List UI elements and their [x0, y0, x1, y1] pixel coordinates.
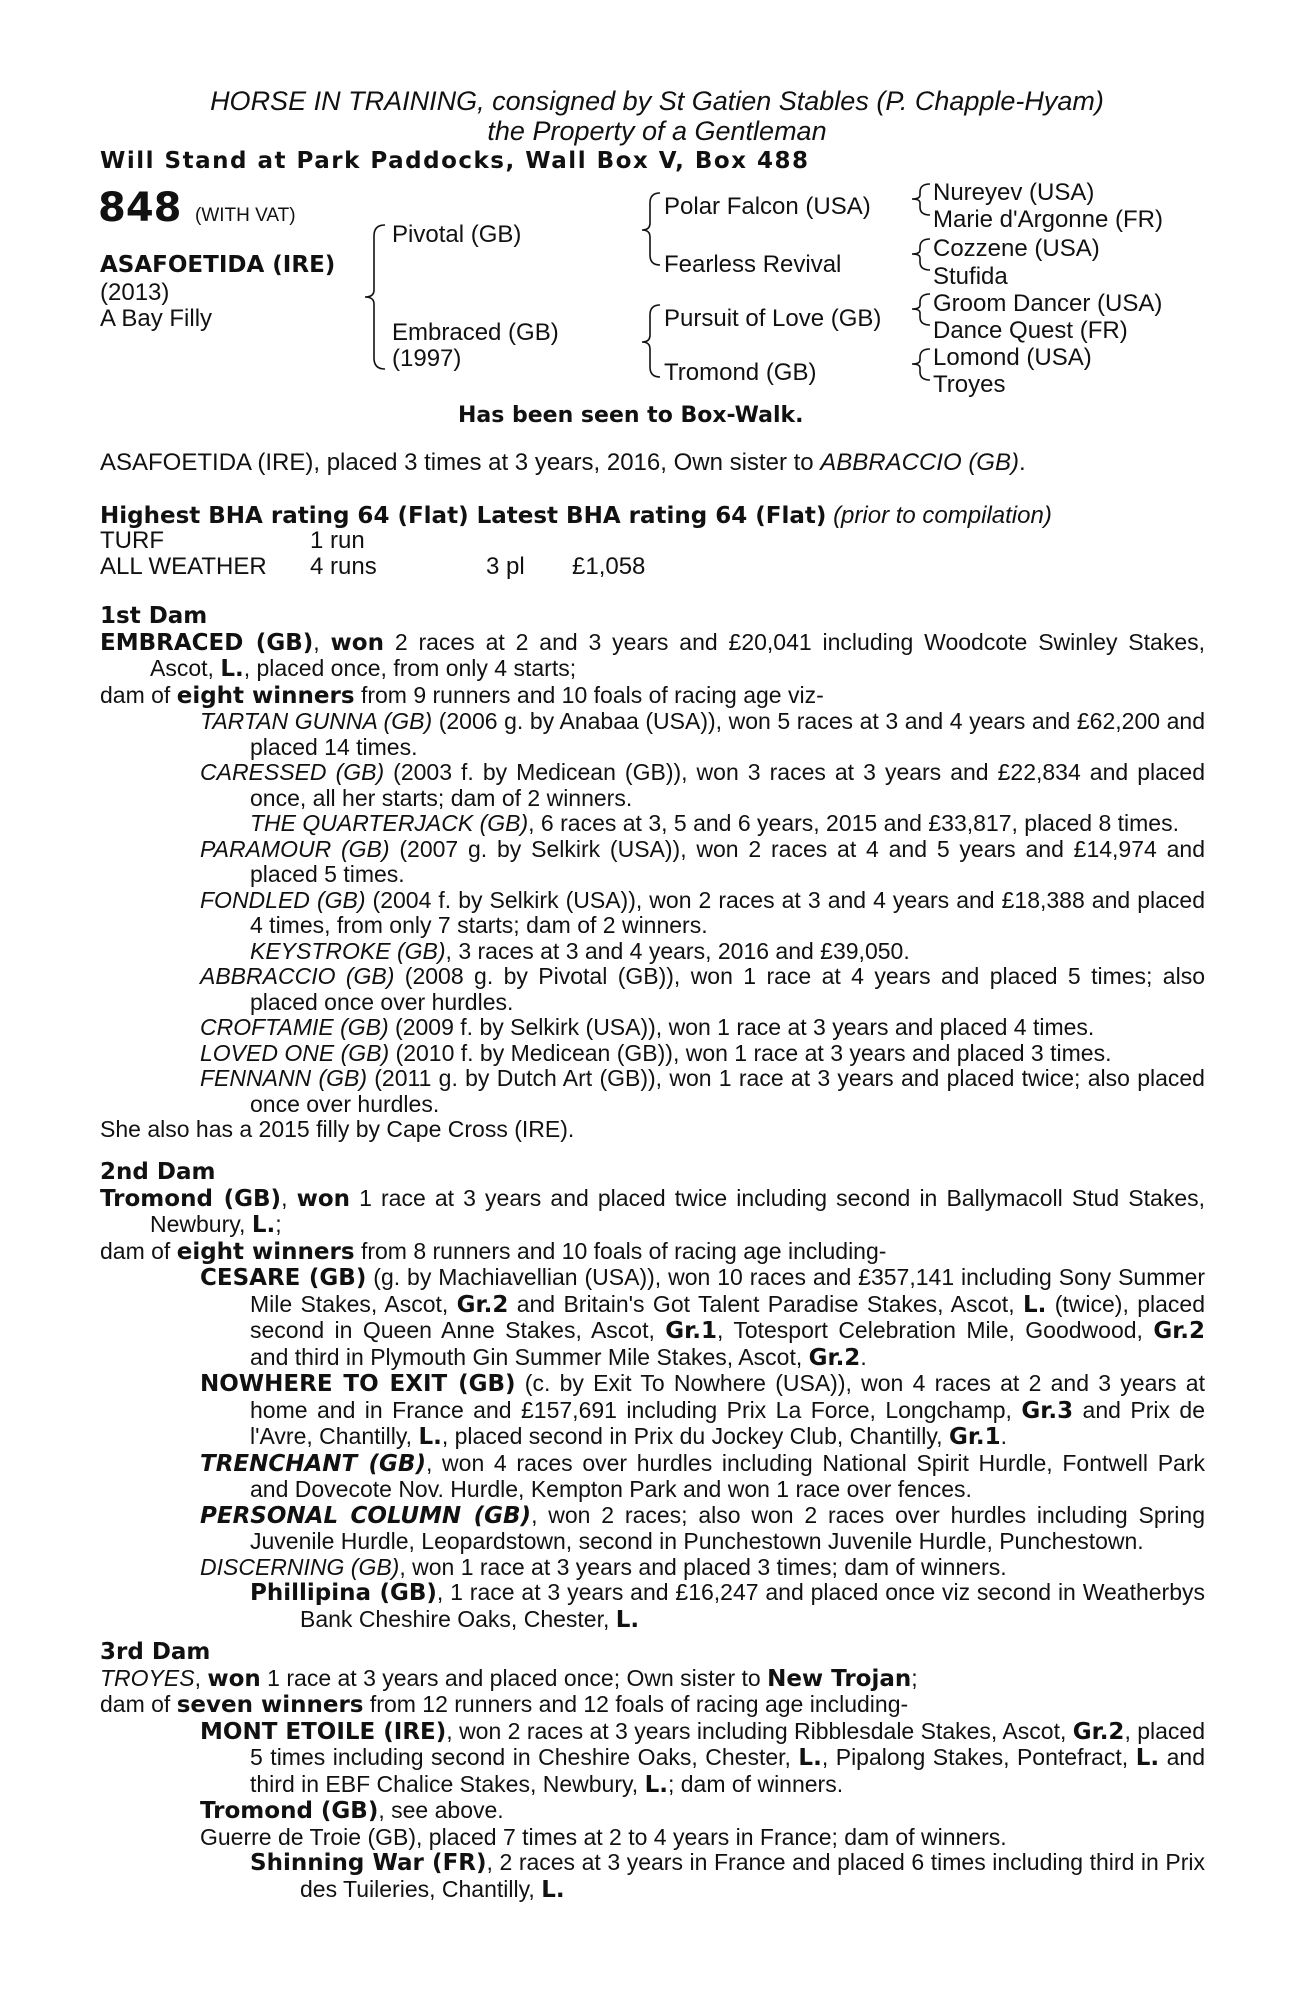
rating-note: (prior to compilation) — [833, 502, 1052, 529]
progeny-name: CARESSED (GB) — [200, 759, 385, 785]
progeny-item — [100, 1555, 1205, 1581]
progeny-text: (g. by Machiavellian (USA)), won 10 races and £357,141 including Sony Summer Mile Stakes, Ascot, — [250, 1264, 1205, 1317]
aw-label: ALL WEATHER — [100, 553, 267, 580]
progeny-text: . — [1000, 1423, 1008, 1449]
pedigree-g6: Dance Quest (FR) — [933, 317, 1128, 344]
dam-dam: Tromond (GB) — [664, 359, 817, 386]
first-dam-winners: eight winners — [176, 682, 355, 709]
first-dam-record: EMBRACED (GB), won 2 races at 2 and 3 years and £20,041 including Woodcote Swinley Stakes, Ascot, L., placed once, from only 4 starts; — [100, 628, 1206, 682]
first-dam-footer: She also has a 2015 filly by Cape Cross (IRE). — [100, 1116, 575, 1142]
aw-placed: 3 pl — [486, 553, 525, 580]
progeny-text: , Pipalong Stakes, Pontefract, — [821, 1744, 1136, 1770]
second-dam-text2: ; — [275, 1211, 282, 1237]
summary-line — [100, 450, 1026, 476]
progeny-text: , won 4 races over hurdles including National Spirit Hurdle, Fontwell Park and Dovecote Nov. Hurdle, Kempton Park and won 1 race over fences. — [250, 1449, 1205, 1502]
progeny-text: , won 2 races at 3 years including Ribblesdale Stakes, Ascot, — [446, 1717, 1073, 1744]
progeny-text: , won 1 race at 3 years and placed 3 times; dam of winners. — [399, 1553, 1007, 1580]
progeny-text: , placed second in Prix du Jockey Club, Chantilly, — [441, 1423, 949, 1449]
third-dam-section — [100, 1640, 1205, 1903]
race-grade: Gr.2 — [1072, 1718, 1125, 1745]
second-dam-section — [100, 1160, 1205, 1633]
race-grade: Gr.1 — [665, 1318, 717, 1344]
rating-bold: Highest BHA rating 64 (Flat) Latest BHA rating 64 (Flat) — [100, 503, 827, 529]
progeny-text: (2011 g. by Dutch Art (GB)), won 1 race at 3 years and placed twice; also placed once over hurdles. — [250, 1065, 1205, 1117]
progeny-text: (2008 g. by Pivotal (GB)), won 1 race at 4 years and placed 5 times; also placed once over hurdles. — [250, 963, 1205, 1015]
third-dam-won: won — [207, 1665, 261, 1692]
progeny-name: TARTAN GUNNA (GB) — [200, 708, 433, 734]
aw-runs: 4 runs — [310, 553, 377, 580]
pedigree-g7: Lomond (USA) — [933, 344, 1092, 371]
progeny-text: (2003 f. by Medicean (GB)), won 3 races at 3 years and £22,834 and placed once, all her starts; dam of 2 winners. — [250, 759, 1205, 811]
horse-year: (2013) — [100, 279, 170, 306]
progeny-text: and third in EBF Chalice Stakes, Newbury, — [250, 1744, 1205, 1797]
first-dam-dam-of-rest: from 9 runners and 10 foals of racing age viz- — [354, 681, 824, 708]
first-dam-text1: 2 races at 2 and 3 years and £20,041 including Woodcote Swinley Stakes, Ascot, — [150, 628, 1206, 681]
third-dam-name: TROYES — [100, 1664, 195, 1691]
progeny-item — [100, 888, 1205, 939]
progeny-name: THE QUARTERJACK (GB) — [250, 810, 529, 836]
progeny-name: LOVED ONE (GB) — [200, 1039, 390, 1066]
progeny-item — [100, 811, 1205, 837]
turf-label: TURF — [100, 527, 164, 554]
progeny-text: , see above. — [378, 1797, 504, 1823]
second-dam-heading: 2nd Dam — [100, 1159, 216, 1185]
progeny-item — [100, 964, 1205, 1015]
dam: Embraced (GB) — [392, 319, 559, 346]
first-dam-section — [100, 604, 1205, 1143]
lot-number: 848 — [98, 185, 182, 231]
progeny-text: , 3 races at 3 and 4 years, 2016 and £39,050. — [445, 937, 910, 964]
progeny-name: MONT ETOILE (IRE) — [200, 1718, 447, 1745]
rating-line — [100, 502, 1052, 530]
progeny-name: KEYSTROKE (GB) — [250, 937, 446, 964]
progeny-name: TRENCHANT (GB) — [200, 1450, 426, 1477]
progeny-item — [100, 837, 1205, 888]
progeny-text: , 6 races at 3, 5 and 6 years, 2015 and £33,817, placed 8 times. — [528, 810, 1179, 836]
first-dam-heading: 1st Dam — [100, 603, 208, 629]
second-dam-listed: L. — [251, 1212, 276, 1238]
progeny-name: CESARE (GB) — [200, 1265, 367, 1291]
progeny-item — [100, 1015, 1205, 1041]
first-dam-text2: , placed once, from only 4 starts; — [243, 655, 577, 681]
summary-end: . — [1018, 449, 1026, 476]
progeny-name: FENNANN (GB) — [200, 1065, 367, 1091]
progeny-text: (2007 g. by Selkirk (USA)), won 2 races at 4 and 5 years and £14,974 and placed 5 times. — [250, 835, 1205, 887]
pedigree-g8: Troyes — [933, 371, 1006, 398]
race-grade: L. — [1135, 1745, 1160, 1771]
second-dam-record: Tromond (GB), won 1 race at 3 years and placed twice including second in Ballymacoll Stud Stakes, Newbury, L.; — [100, 1184, 1205, 1238]
progeny-text: and Britain's Got Talent Paradise Stakes, Ascot, — [508, 1290, 1023, 1317]
progeny-item: Guerre de Troie (GB), placed 7 times at 2 to 4 years in France; dam of winners. — [200, 1823, 1007, 1850]
race-grade: L. — [418, 1424, 442, 1450]
progeny-item — [100, 1066, 1205, 1117]
race-grade: L. — [541, 1876, 565, 1903]
progeny-text: , 2 races at 3 years in France and placed 6 times including third in Prix des Tuileries, Chantilly, — [300, 1849, 1205, 1902]
first-dam-name: EMBRACED (GB) — [100, 629, 314, 656]
second-dam-name: Tromond (GB) — [100, 1185, 282, 1212]
race-grade: L. — [798, 1745, 822, 1771]
pedigree-g3: Cozzene (USA) — [933, 235, 1100, 262]
second-dam-dam-of: dam of — [100, 1237, 177, 1264]
progeny-text: , won 2 races; also won 2 races over hurdles including Spring Juvenile Hurdle, Leopardstown, second in Punchestown Juvenile Hurdle, Punchestown. — [250, 1501, 1205, 1554]
second-dam-produce — [100, 1239, 1205, 1266]
progeny-item — [100, 1371, 1205, 1451]
horse-name: ASAFOETIDA (IRE) — [100, 252, 336, 278]
race-grade: L. — [644, 1771, 668, 1798]
race-grade: L. — [615, 1606, 640, 1633]
progeny-text: , placed 5 times including second in Cheshire Oaks, Chester, — [250, 1717, 1205, 1770]
progeny-text: ; dam of winners. — [667, 1770, 844, 1797]
progeny-name: Phillipina (GB) — [250, 1580, 437, 1606]
first-dam-listed: L. — [220, 656, 244, 682]
aw-prize: £1,058 — [572, 553, 646, 580]
summary-text: , placed 3 times at 3 years, 2016, Own sister to — [313, 449, 821, 476]
third-dam-heading: 3rd Dam — [100, 1639, 211, 1665]
pedigree-g2: Marie d'Argonne (FR) — [933, 206, 1163, 233]
consignor-line: HORSE IN TRAINING, consigned by St Gatien Stables (P. Chapple-Hyam) — [210, 86, 1104, 116]
progeny-name: Shinning War (FR) — [250, 1850, 487, 1876]
progeny-name: DISCERNING (GB) — [200, 1553, 400, 1580]
progeny-item — [100, 1719, 1205, 1799]
progeny-item — [100, 1850, 1205, 1903]
first-dam-dam-of: dam of — [100, 681, 177, 708]
second-dam-dam-of-rest: from 8 runners and 10 foals of racing age including- — [354, 1237, 887, 1264]
second-dam-winners: eight winners — [176, 1238, 355, 1265]
progeny-item — [100, 1503, 1205, 1555]
third-dam-sister: New Trojan — [767, 1665, 912, 1692]
race-grade: L. — [1022, 1291, 1047, 1318]
progeny-text: , Totesport Celebration Mile, Goodwood, — [716, 1317, 1154, 1343]
progeny-item — [100, 760, 1205, 811]
progeny-name: PARAMOUR (GB) — [200, 835, 390, 862]
box-walk-note: Has been seen to Box-Walk. — [458, 403, 804, 428]
progeny-name: PERSONAL COLUMN (GB) — [200, 1502, 532, 1529]
race-grade: Gr.2 — [1153, 1318, 1205, 1344]
sire: Pivotal (GB) — [392, 221, 522, 248]
progeny-text: , 1 race at 3 years and £16,247 and placed once viz second in Weatherbys Bank Cheshire Oaks, Chester, — [300, 1579, 1205, 1632]
third-dam-produce — [100, 1692, 1205, 1719]
race-grade: Gr.2 — [808, 1344, 861, 1371]
second-dam-won: won — [296, 1185, 351, 1212]
progeny-text: (2010 f. by Medicean (GB)), won 1 race at 3 years and placed 3 times. — [389, 1039, 1112, 1066]
dam-sire: Pursuit of Love (GB) — [664, 305, 882, 332]
progeny-text: . — [860, 1343, 867, 1370]
progeny-name: ABBRACCIO (GB) — [200, 963, 395, 989]
progeny-text: and Prix de l'Avre, Chantilly, — [250, 1396, 1205, 1449]
progeny-item — [100, 1580, 1205, 1633]
dam-year: (1997) — [392, 345, 462, 372]
stand-line: Will Stand at Park Paddocks, Wall Box V, Box 488 — [100, 148, 810, 174]
race-grade: Gr.3 — [1021, 1397, 1074, 1424]
progeny-text: (2004 f. by Selkirk (USA)), won 2 races at 3 and 4 years and £18,388 and placed 4 times, from only 7 starts; dam of 2 winners. — [250, 886, 1205, 938]
third-dam-winners: seven winners — [176, 1692, 364, 1718]
race-grade: Gr.1 — [948, 1424, 1001, 1450]
progeny-name: Tromond (GB) — [200, 1798, 379, 1824]
progeny-item — [100, 1041, 1205, 1067]
progeny-name: FONDLED (GB) — [200, 886, 366, 913]
progeny-text: (2006 g. by Anabaa (USA)), won 5 races at 3 and 4 years and £62,200 and placed 14 times. — [250, 708, 1205, 760]
vat-note: (WITH VAT) — [195, 205, 296, 226]
first-dam-produce — [100, 683, 1205, 710]
sire-sire: Polar Falcon (USA) — [664, 193, 871, 220]
race-grade: Gr.2 — [456, 1291, 509, 1318]
progeny-item — [100, 1451, 1205, 1503]
turf-runs: 1 run — [310, 527, 365, 554]
first-dam-won: won — [330, 629, 384, 656]
progeny-item — [100, 1798, 1205, 1825]
sire-dam: Fearless Revival — [664, 251, 842, 278]
progeny-text: (twice), placed second in Queen Anne Stakes, Ascot, — [250, 1290, 1205, 1343]
progeny-item — [100, 939, 1205, 965]
progeny-item — [100, 1265, 1205, 1371]
summary-name: ASAFOETIDA (IRE) — [100, 449, 314, 476]
third-dam-text2: ; — [911, 1664, 918, 1691]
progeny-text: (c. by Exit To Nowhere (USA)), won 4 races at 2 and 3 years at home and in France and £157,691 including Prix La Force, Longchamp, — [250, 1370, 1205, 1423]
third-dam-record: TROYES, won 1 race at 3 years and placed once; Own sister to New Trojan; — [100, 1664, 918, 1692]
property-line: the Property of a Gentleman — [487, 116, 827, 146]
progeny-name: NOWHERE TO EXIT (GB) — [200, 1371, 516, 1397]
progeny-name: CROFTAMIE (GB) — [200, 1014, 389, 1040]
pedigree-g1: Nureyev (USA) — [933, 179, 1095, 206]
pedigree-g4: Stufida — [933, 263, 1008, 290]
horse-description: A Bay Filly — [100, 305, 213, 332]
third-dam-dam-of-rest: from 12 runners and 12 foals of racing age including- — [363, 1691, 909, 1717]
progeny-text: (2009 f. by Selkirk (USA)), won 1 race at 3 years and placed 4 times. — [388, 1014, 1095, 1040]
second-dam-text1: 1 race at 3 years and placed twice including second in Ballymacoll Stud Stakes, Newbury, — [150, 1184, 1205, 1237]
third-dam-text1: 1 race at 3 years and placed once; Own sister to — [260, 1664, 768, 1691]
progeny-item — [100, 709, 1205, 760]
progeny-text: and third in Plymouth Gin Summer Mile Stakes, Ascot, — [250, 1343, 809, 1370]
pedigree-g5: Groom Dancer (USA) — [933, 290, 1163, 317]
third-dam-dam-of: dam of — [100, 1691, 177, 1717]
summary-sister: ABBRACCIO (GB) — [820, 449, 1019, 476]
